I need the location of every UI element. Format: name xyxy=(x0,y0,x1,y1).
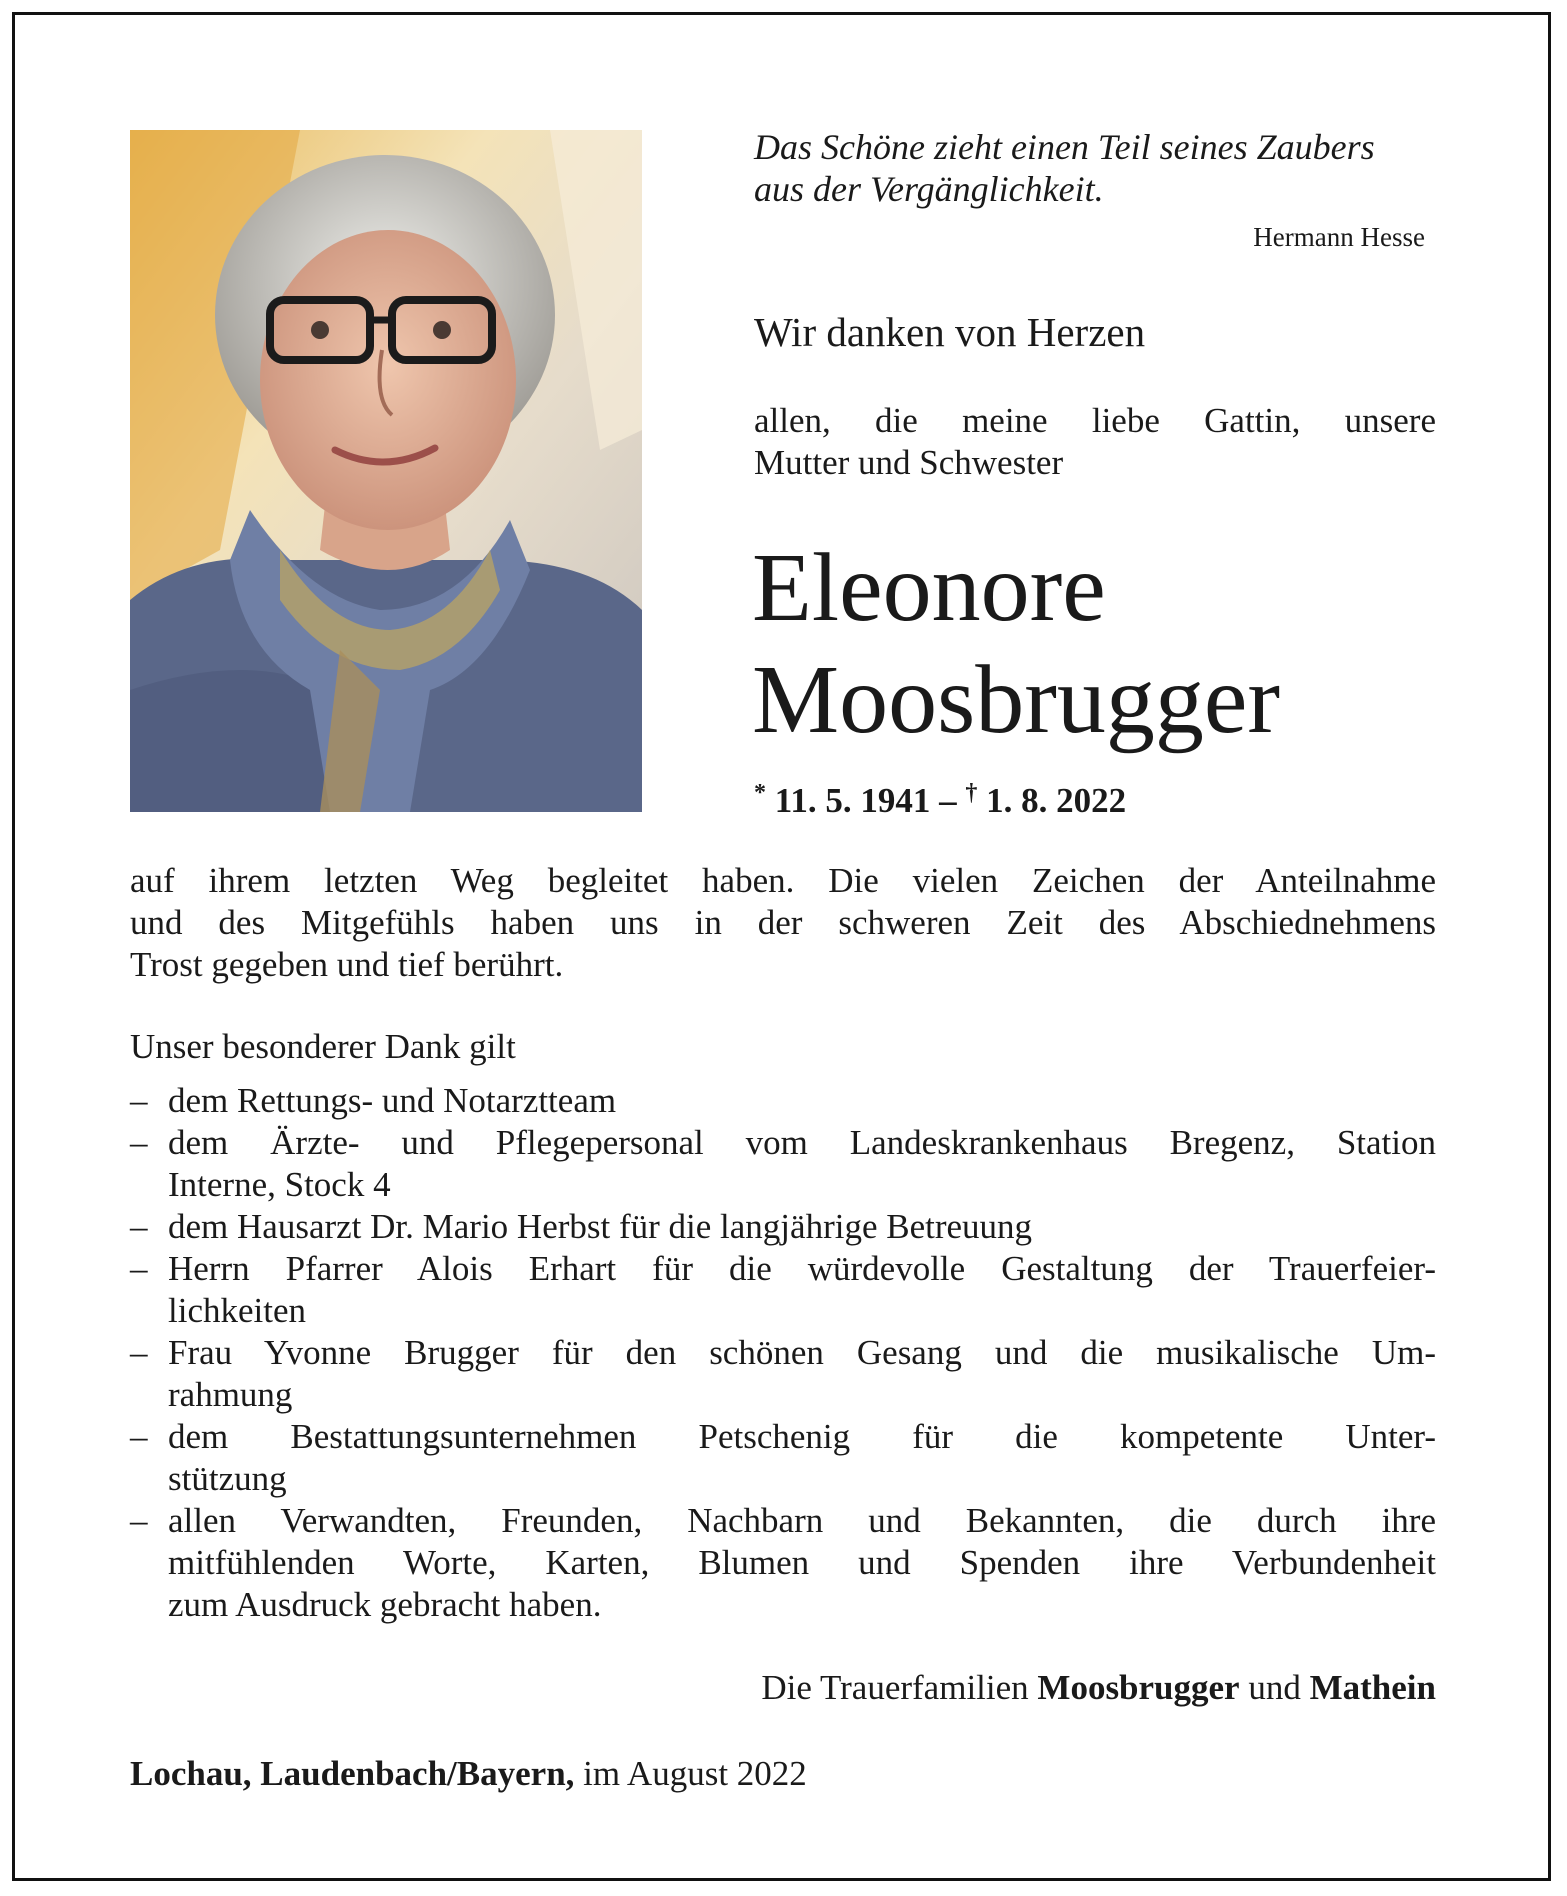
dash: – xyxy=(130,1207,148,1246)
intro-line: allen, die meine liebe Gattin, unsere xyxy=(754,401,1436,440)
signature xyxy=(761,1668,1436,1708)
list-item-text: Herrn Pfarrer Alois Erhart für die würdevolle Gestaltung der Trauerfeier- xyxy=(168,1249,1436,1288)
family-name-2: Mathein xyxy=(1309,1668,1436,1707)
list-item-text: lichkeiten xyxy=(168,1291,307,1330)
body-line: Trost gegeben und tief berührt. xyxy=(130,945,564,984)
dash: – xyxy=(130,1501,148,1540)
list-item-text: mitfühlenden Worte, Karten, Blumen und Spenden ihre Verbundenheit xyxy=(168,1543,1436,1582)
list-item-text: rahmung xyxy=(168,1375,293,1414)
list-item-text: zum Ausdruck gebracht haben. xyxy=(168,1585,602,1624)
signature-prefix: Die Trauerfamilien xyxy=(761,1668,1038,1707)
list-item-text: Interne, Stock 4 xyxy=(168,1165,391,1204)
list-item xyxy=(130,1500,1436,1626)
intro-line: Mutter und Schwester xyxy=(754,443,1064,482)
list-item-text: dem Rettungs- und Notarztteam xyxy=(168,1081,617,1120)
place-date xyxy=(130,1754,807,1794)
dash: – xyxy=(130,1123,148,1162)
list-item xyxy=(130,1080,1436,1122)
portrait-illustration xyxy=(130,130,642,812)
list-item xyxy=(130,1206,1436,1248)
death-date: 1. 8. 2022 xyxy=(986,781,1127,820)
list-item xyxy=(130,1122,1436,1206)
body-line: auf ihrem letzten Weg begleitet haben. Die vielen Zeichen der Anteilnahme xyxy=(130,861,1436,900)
death-symbol: † xyxy=(965,780,978,806)
date-separator: – xyxy=(930,781,966,820)
date-text: im August 2022 xyxy=(574,1754,807,1793)
intro-text xyxy=(754,400,1436,484)
list-item-text: dem Bestattungsunternehmen Petschenig für die kompetente Unter- xyxy=(168,1417,1436,1456)
list-item-text: stützung xyxy=(168,1459,287,1498)
list-item xyxy=(130,1332,1436,1416)
quote-line: aus der Vergänglichkeit. xyxy=(754,169,1104,209)
list-item-text: Frau Yvonne Brugger für den schönen Gesang und die musikalische Um- xyxy=(168,1333,1436,1372)
places: Lochau, Laudenbach/Bayern, xyxy=(130,1754,575,1793)
dash: – xyxy=(130,1249,148,1288)
quote-line: Das Schöne zieht einen Teil seines Zaubers xyxy=(754,127,1375,167)
dash: – xyxy=(130,1417,148,1456)
first-name: Eleonore xyxy=(752,534,1106,642)
portrait-photo xyxy=(130,130,642,812)
dash: – xyxy=(130,1081,148,1120)
birth-date: 11. 5. 1941 xyxy=(774,781,931,820)
list-item-text: allen Verwandten, Freunden, Nachbarn und Bekannten, die durch ihre xyxy=(168,1501,1436,1540)
special-thanks-heading: Unser besonderer Dank gilt xyxy=(130,1027,516,1066)
list-item xyxy=(130,1248,1436,1332)
life-dates xyxy=(754,780,1126,821)
thanks-list xyxy=(130,1080,1436,1626)
family-name-1: Moosbrugger xyxy=(1037,1668,1240,1707)
quote-author: Hermann Hesse xyxy=(1253,222,1425,252)
quote xyxy=(754,126,1444,210)
body-text xyxy=(130,860,1436,986)
signature-conjunction: und xyxy=(1239,1668,1310,1707)
dash: – xyxy=(130,1333,148,1372)
list-item-text: dem Hausarzt Dr. Mario Herbst für die langjährige Betreuung xyxy=(168,1207,1033,1246)
birth-symbol: * xyxy=(754,780,766,806)
body-line: und des Mitgefühls haben uns in der schweren Zeit des Abschiednehmens xyxy=(130,903,1436,942)
list-item xyxy=(130,1416,1436,1500)
thanks-heading: Wir danken von Herzen xyxy=(754,309,1146,355)
last-name: Moosbrugger xyxy=(752,646,1281,754)
deceased-name xyxy=(752,532,1280,756)
list-item-text: dem Ärzte- und Pflegepersonal vom Landeskrankenhaus Bregenz, Station xyxy=(168,1123,1436,1162)
